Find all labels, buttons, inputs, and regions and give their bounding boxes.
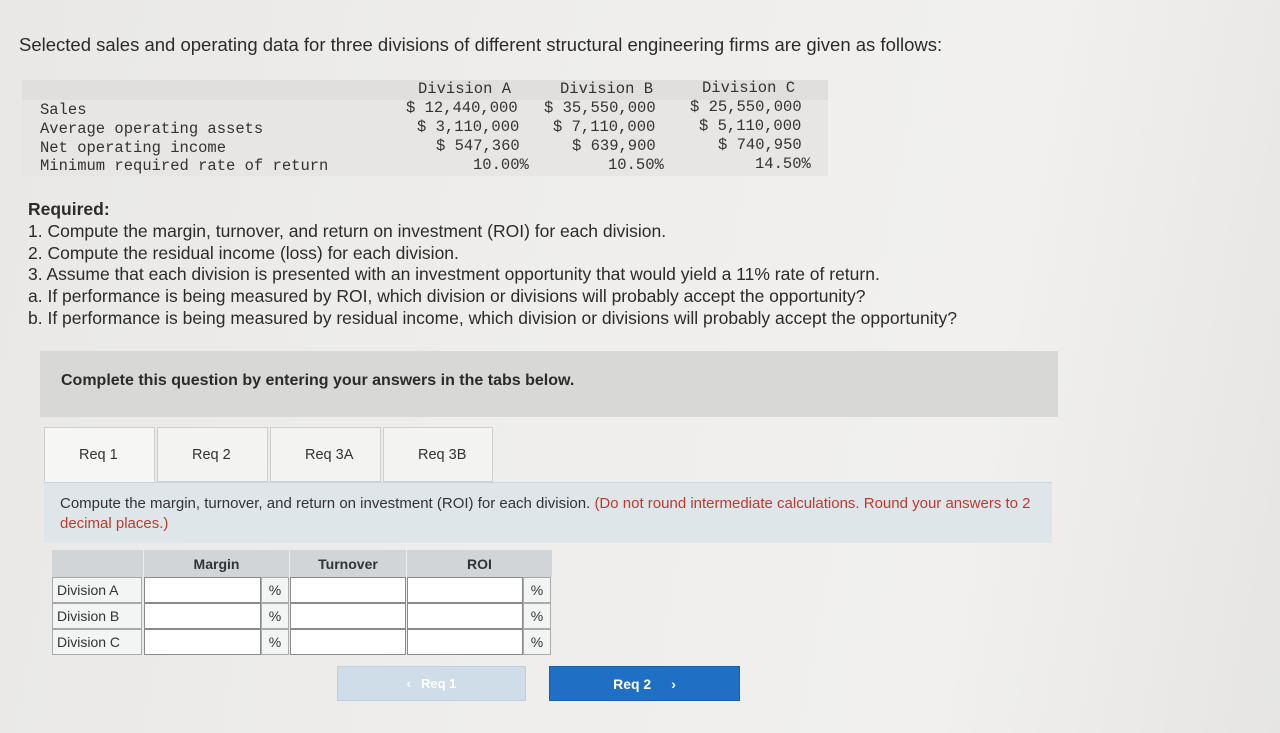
turnover-input-a[interactable] bbox=[290, 577, 406, 603]
margin-unit-c: % bbox=[261, 629, 289, 655]
instruction-note: (Do not round intermediate calculations. Round your answers to 2 decimal places.) bbox=[60, 495, 1031, 532]
turnover-input-b[interactable] bbox=[290, 603, 406, 629]
question-tabs-banner bbox=[40, 351, 1058, 417]
tab-req-3a[interactable] bbox=[270, 427, 381, 482]
tab-req-2-label: Req 2 bbox=[192, 446, 231, 463]
roi-input-a[interactable] bbox=[407, 577, 523, 603]
row-label-min-rate: Minimum required rate of return bbox=[40, 157, 329, 175]
instruction-main: Compute the margin, turnover, and return on investment (ROI) for each division. bbox=[60, 495, 591, 512]
header-division-a: Division A bbox=[418, 80, 512, 98]
required-item-3a: a. If performance is being measured by ROI, which division or divisions will probably accept the opportunity? bbox=[28, 286, 866, 307]
header-division-c: Division C bbox=[702, 79, 796, 97]
answer-header-turnover: Turnover bbox=[290, 550, 406, 577]
answer-table bbox=[52, 550, 552, 656]
required-item-2: 2. Compute the residual income (loss) for each division. bbox=[28, 242, 459, 263]
roi-input-c[interactable] bbox=[407, 629, 523, 655]
instruction-panel bbox=[44, 482, 1052, 543]
required-item-3b: b. If performance is being measured by residual income, which division or divisions will probably accept the opportunity? bbox=[28, 307, 957, 328]
answer-header-blank bbox=[52, 550, 143, 577]
assets-b: $ 7,110,000 bbox=[553, 118, 656, 136]
tab-req-2[interactable] bbox=[157, 427, 268, 482]
next-req-button[interactable] bbox=[549, 666, 740, 701]
row-label-assets: Average operating assets bbox=[40, 120, 264, 138]
required-item-1: 1. Compute the margin, turnover, and return on investment (ROI) for each division. bbox=[28, 220, 667, 241]
required-item-3: 3. Assume that each division is presented with an investment opportunity that would yield a 11% rate of return. bbox=[28, 264, 880, 285]
assets-a: $ 3,110,000 bbox=[417, 118, 520, 136]
margin-unit-b: % bbox=[261, 603, 289, 629]
required-section bbox=[28, 199, 957, 330]
header-division-b: Division B bbox=[560, 80, 654, 98]
chevron-right-icon: › bbox=[671, 675, 676, 692]
noi-b: $ 639,900 bbox=[572, 137, 656, 155]
chevron-left-icon: ‹ bbox=[406, 676, 411, 691]
rate-b: 10.50% bbox=[608, 156, 664, 174]
tab-req-3b[interactable] bbox=[383, 427, 493, 482]
margin-input-b[interactable] bbox=[144, 603, 261, 629]
tab-req-3b-label: Req 3B bbox=[418, 446, 467, 463]
roi-unit-b: % bbox=[523, 603, 551, 629]
roi-input-b[interactable] bbox=[407, 603, 523, 629]
answer-row-division-c: Division C bbox=[52, 629, 142, 655]
turnover-input-c[interactable] bbox=[290, 629, 406, 655]
margin-input-c[interactable] bbox=[144, 629, 261, 655]
prev-req-button[interactable] bbox=[337, 666, 526, 701]
sales-b: $ 35,550,000 bbox=[544, 99, 656, 117]
margin-unit-a: % bbox=[261, 577, 289, 603]
sales-a: $ 12,440,000 bbox=[406, 99, 518, 117]
tabs-banner-label: Complete this question by entering your answers in the tabs below. bbox=[61, 372, 575, 389]
row-label-sales: Sales bbox=[40, 101, 87, 119]
roi-unit-c: % bbox=[523, 629, 551, 655]
tab-req-1-label: Req 1 bbox=[79, 446, 118, 463]
tab-req-3a-label: Req 3A bbox=[305, 446, 354, 463]
division-data-table bbox=[22, 80, 828, 176]
tab-req-1[interactable] bbox=[44, 427, 155, 482]
prev-req-label: Req 1 bbox=[420, 676, 457, 691]
next-req-label: Req 2 bbox=[613, 675, 652, 692]
answer-header-margin: Margin bbox=[144, 550, 289, 577]
margin-input-a[interactable] bbox=[144, 577, 261, 603]
roi-unit-a: % bbox=[523, 577, 551, 603]
answer-row-division-b: Division B bbox=[52, 603, 142, 629]
assets-c: $ 5,110,000 bbox=[699, 117, 802, 135]
answer-header-roi: ROI bbox=[407, 550, 552, 577]
rate-a: 10.00% bbox=[473, 156, 529, 174]
answer-row-division-a: Division A bbox=[52, 577, 142, 603]
rate-c: 14.50% bbox=[755, 155, 811, 173]
required-title: Required: bbox=[28, 199, 110, 219]
noi-c: $ 740,950 bbox=[718, 136, 802, 154]
intro-text: Selected sales and operating data for three divisions of different structural engineering firms are given as follows: bbox=[19, 34, 943, 55]
row-label-noi: Net operating income bbox=[40, 139, 227, 157]
noi-a: $ 547,360 bbox=[436, 137, 520, 155]
sales-c: $ 25,550,000 bbox=[690, 98, 802, 116]
